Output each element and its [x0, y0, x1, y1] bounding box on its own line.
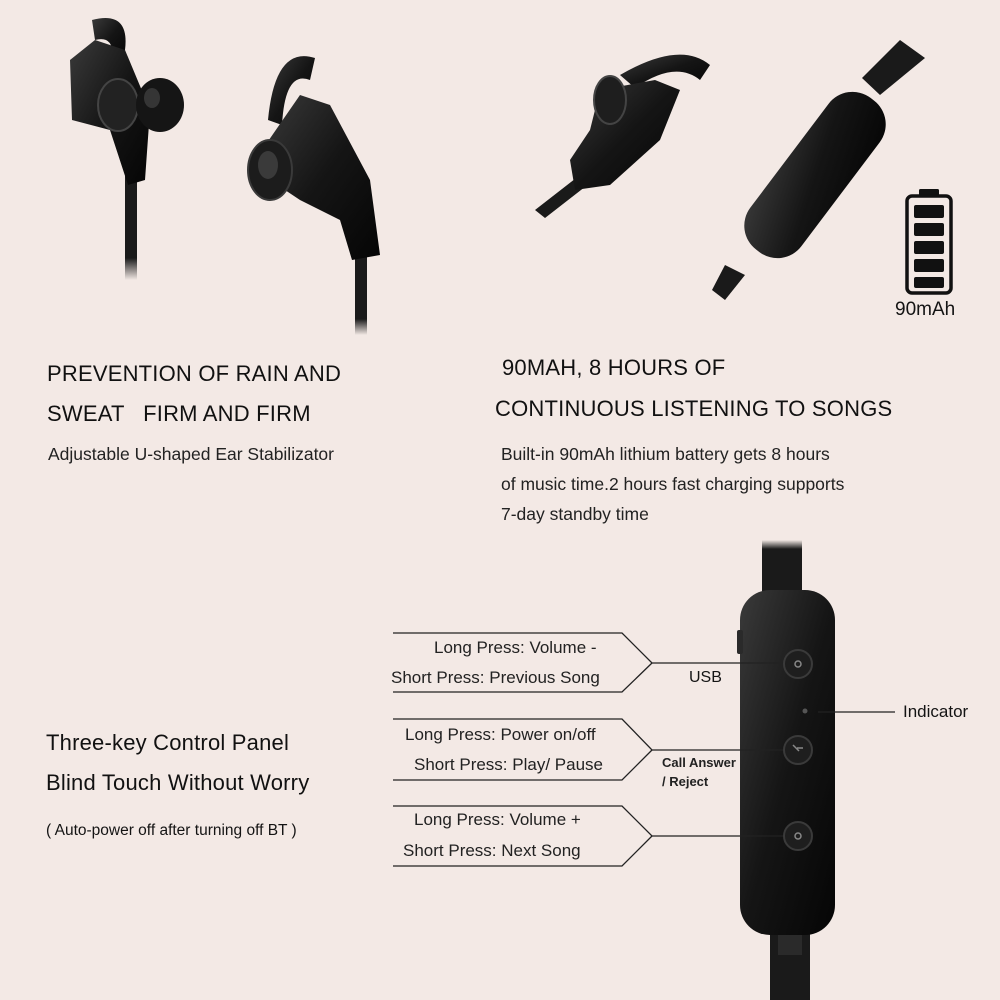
- rain-subtitle: Adjustable U-shaped Ear Stabilizator: [48, 444, 334, 464]
- battery-title-line2: CONTINUOUS LISTENING TO SONGS: [495, 396, 893, 421]
- indicator-label: Indicator: [903, 702, 969, 721]
- button2-short-label: Short Press: Play/ Pause: [414, 755, 603, 774]
- control-panel-image: [737, 540, 835, 1000]
- button1-long-label: Long Press: Volume -: [434, 638, 597, 657]
- button3-short-label: Short Press: Next Song: [403, 841, 581, 860]
- earbud-right-image: [248, 56, 380, 335]
- button1-short-label: Short Press: Previous Song: [391, 668, 600, 687]
- controls-title-line1: Three-key Control Panel: [46, 730, 290, 755]
- remote-module-image: [712, 40, 925, 300]
- usb-label: USB: [689, 669, 722, 686]
- call-label-line1: Call Answer: [662, 755, 736, 770]
- call-label-line2: / Reject: [662, 774, 709, 789]
- rain-title-line1: PREVENTION OF RAIN AND: [47, 361, 342, 386]
- controls-title-line2: Blind Touch Without Worry: [46, 770, 310, 795]
- battery-icon: [907, 189, 951, 293]
- earbud-side-image: [535, 55, 710, 218]
- controls-note: ( Auto-power off after turning off BT ): [46, 822, 297, 839]
- battery-capacity-label: 90mAh: [895, 299, 956, 320]
- button3-long-label: Long Press: Volume +: [414, 810, 581, 829]
- rain-title-line2: SWEAT FIRM AND FIRM: [47, 401, 311, 426]
- battery-title-line1: 90MAH, 8 HOURS OF: [502, 355, 726, 380]
- earbud-left-image: [70, 18, 184, 280]
- battery-desc-line3: 7-day standby time: [501, 504, 649, 524]
- battery-desc-line1: Built-in 90mAh lithium battery gets 8 hours: [501, 444, 830, 464]
- battery-desc-line2: of music time.2 hours fast charging supports: [501, 474, 845, 494]
- button2-long-label: Long Press: Power on/off: [405, 725, 596, 744]
